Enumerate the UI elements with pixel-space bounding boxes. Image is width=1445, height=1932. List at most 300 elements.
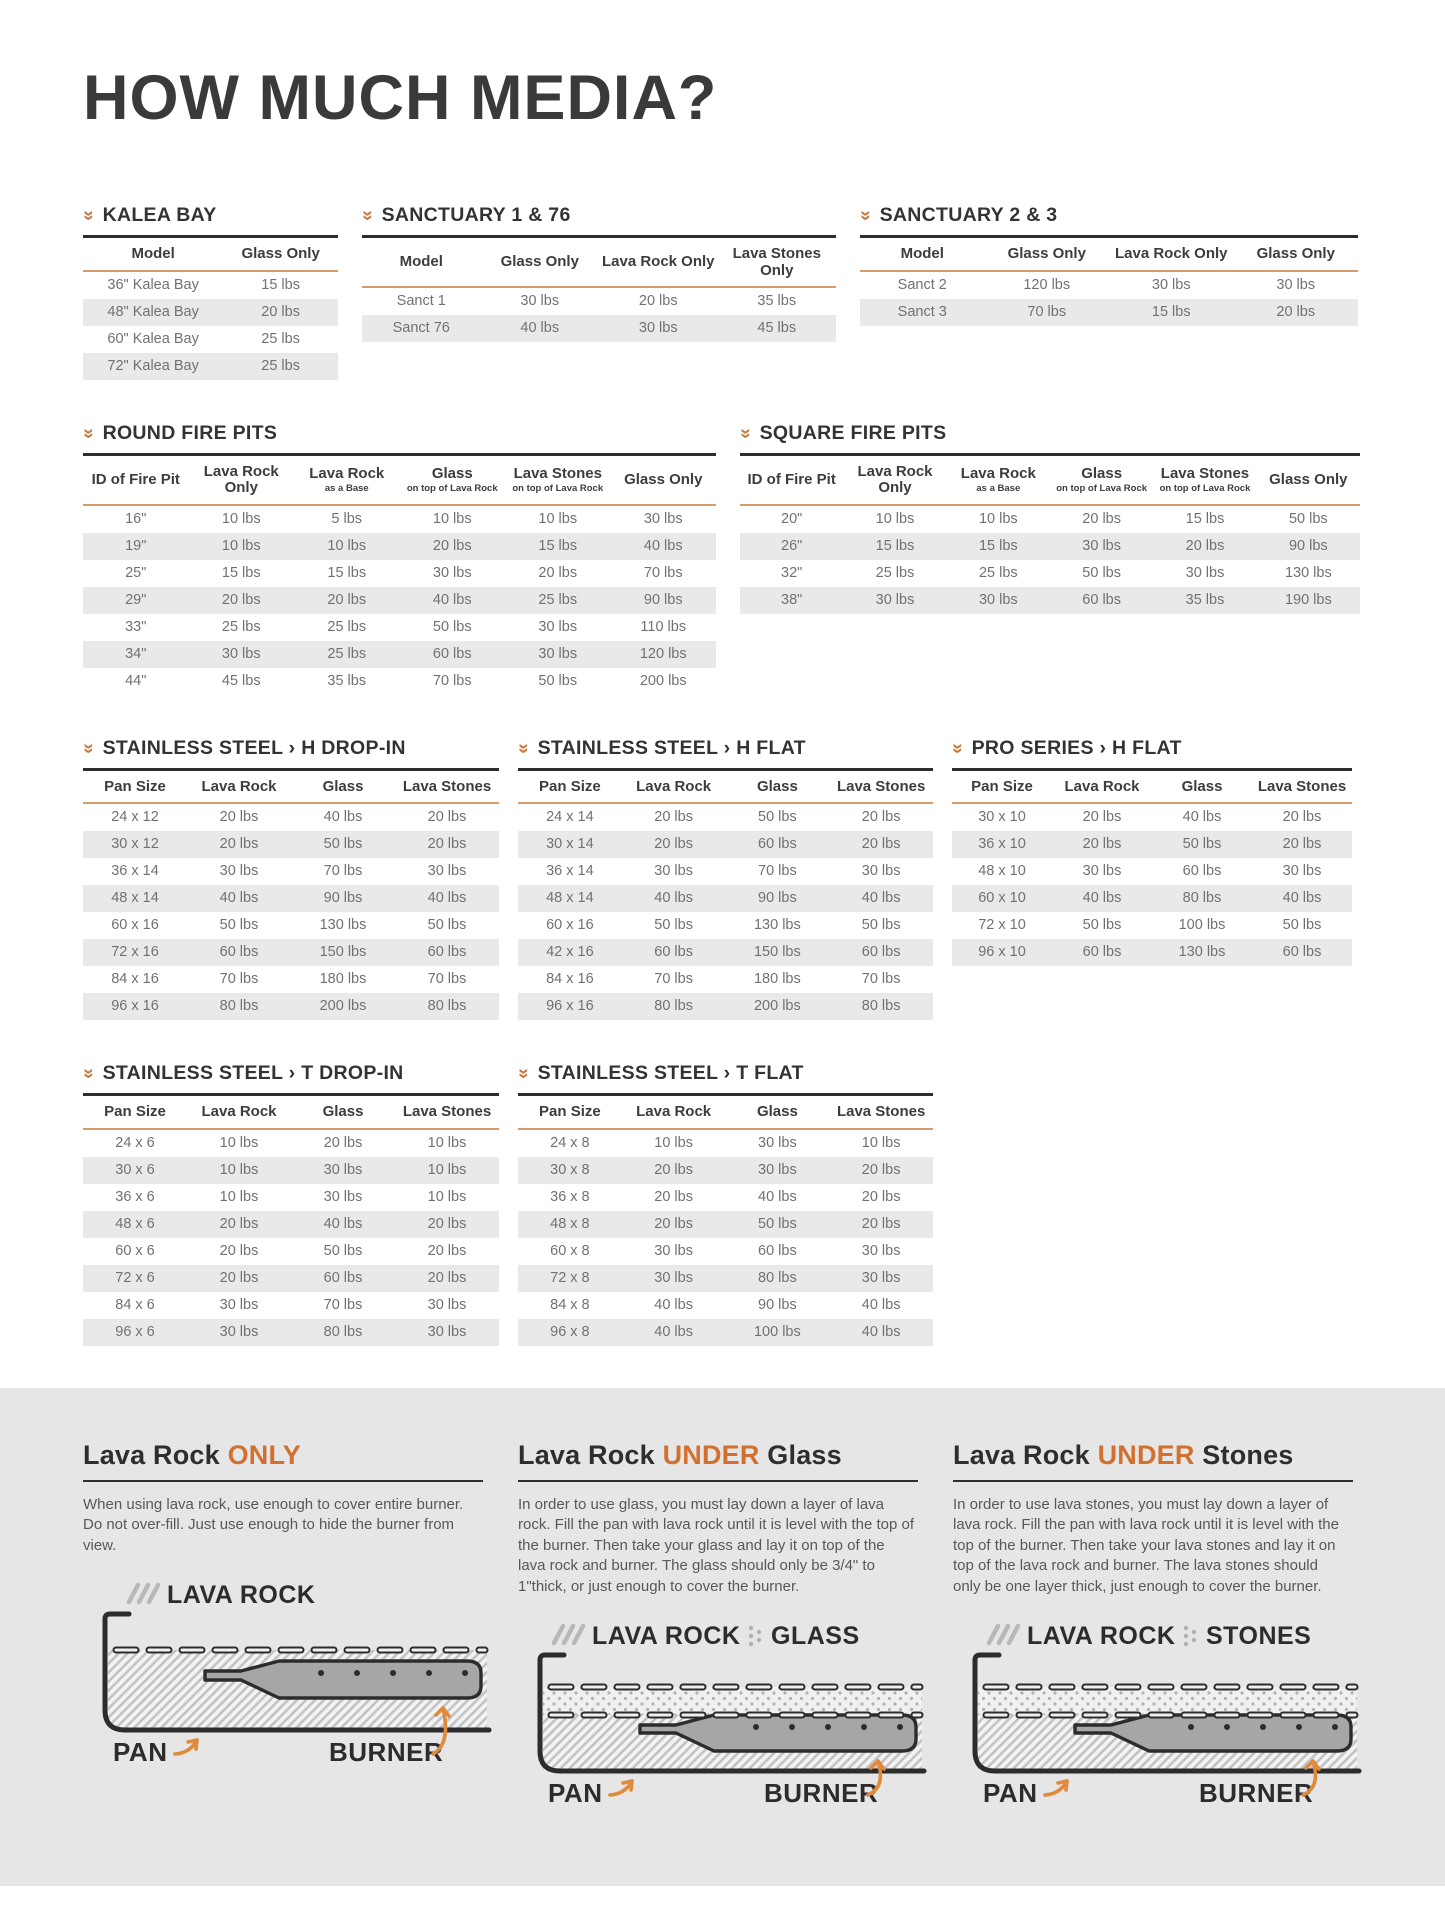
table-cell: 25 lbs	[261, 330, 300, 347]
table-cell: 96 x 8	[550, 1323, 590, 1340]
table-cell: 70 lbs	[654, 971, 693, 987]
double-chevron-icon: »	[77, 1068, 99, 1079]
table-cell: 20 lbs	[638, 293, 678, 309]
table-cell: 180 lbs	[753, 971, 801, 987]
table-cell: 70 lbs	[323, 863, 363, 879]
table-cell: 48 x 8	[550, 1215, 590, 1232]
table-row	[952, 803, 1352, 831]
table-cell: 130 lbs	[753, 917, 801, 933]
pan-arrow	[1045, 1781, 1067, 1795]
t-drop-in-table	[83, 1096, 499, 1346]
table-cell: 70 lbs	[1027, 303, 1067, 320]
table-cell: 20 lbs	[1185, 537, 1225, 554]
table-cell: 50 lbs	[654, 917, 693, 933]
guide-title-prefix: Lava Rock	[953, 1439, 1090, 1470]
column-header: Lava Stones Only	[718, 238, 837, 287]
table-row	[83, 533, 716, 560]
column-header: Lava Rock	[1052, 771, 1152, 804]
table-cell: 25 lbs	[978, 564, 1018, 581]
table-cell: 20 lbs	[654, 1188, 693, 1205]
table-cell: 30 lbs	[643, 510, 683, 527]
lava-rock-under-stones-diagram	[953, 1613, 1363, 1809]
table-cell: 30 lbs	[323, 1188, 363, 1205]
table-cell: 32"	[781, 564, 803, 581]
lava-rock-legend-icon	[129, 1585, 158, 1602]
table-cell: 15 lbs	[261, 276, 300, 293]
table-cell: 70 lbs	[427, 971, 467, 987]
guide-title	[83, 1440, 483, 1482]
table-cell: 30 lbs	[1082, 863, 1122, 879]
table-cell: 25 lbs	[261, 357, 300, 374]
table-cell: 25 lbs	[327, 645, 367, 662]
table-cell: 40 lbs	[758, 1188, 797, 1205]
table-cell: 70 lbs	[758, 863, 797, 879]
table-cell: 60 x 16	[111, 917, 159, 933]
table-cell: 20 lbs	[1276, 303, 1316, 320]
double-chevron-icon: »	[77, 742, 99, 754]
table-cell: 15 lbs	[538, 537, 578, 554]
table-cell: 84 x 16	[111, 971, 159, 987]
table-cell: 35 lbs	[1185, 591, 1225, 608]
table-cell: 50 lbs	[432, 618, 472, 635]
table-row	[518, 1157, 933, 1184]
table-row	[83, 1157, 499, 1184]
lava-rock-under-glass-diagram	[518, 1613, 928, 1809]
table-cell: 20 lbs	[861, 809, 901, 825]
model-tables-row	[77, 204, 1445, 380]
table-cell: 40 lbs	[432, 591, 472, 608]
section-title: STAINLESS STEEL › T FLAT	[537, 1062, 804, 1084]
table-cell: 40 lbs	[861, 1323, 901, 1340]
table-cell: 60 lbs	[1082, 944, 1122, 960]
section-t-flat	[512, 1062, 933, 1346]
table-cell: 130 lbs	[319, 917, 367, 933]
table-cell: 35 lbs	[757, 293, 797, 309]
guide-body: In order to use glass, you must lay down a layer of lava rock. Fill the pan with lava rock until it is level with the top of the burner. Then take your glass and lay it on top of the lava rock and burner. The glass should only be 3/4" to 1"thick, or just enough to cover the burner.	[518, 1495, 915, 1595]
table-row	[362, 315, 836, 342]
table-cell: 72 x 16	[111, 944, 159, 960]
table-row	[518, 831, 933, 858]
table-cell: 10 lbs	[221, 510, 261, 527]
table-cell: 36" Kalea Bay	[107, 276, 199, 293]
pan-label: PAN	[983, 1778, 1038, 1809]
table-cell: 30 lbs	[1151, 276, 1191, 293]
section-title: SANCTUARY 1 & 76	[381, 204, 571, 226]
table-cell: 72 x 6	[115, 1269, 155, 1286]
table-row	[83, 353, 338, 380]
table-cell: 84 x 8	[550, 1296, 590, 1313]
table-cell: 60 lbs	[861, 944, 901, 960]
table-cell: 20 lbs	[427, 1242, 467, 1259]
table-row	[518, 858, 933, 885]
table-cell: 70 lbs	[861, 971, 901, 987]
table-cell: 60 lbs	[219, 944, 259, 960]
table-cell: 30 lbs	[221, 645, 261, 662]
table-cell: 100 lbs	[753, 1323, 801, 1340]
header-row	[860, 238, 1358, 271]
table-cell: 60 lbs	[432, 645, 472, 662]
table-row	[83, 966, 499, 993]
table-cell: 30 lbs	[323, 1161, 363, 1178]
glass-legend-icon	[749, 1626, 761, 1646]
table-cell: 10 lbs	[538, 510, 578, 527]
column-header: Lava Rock	[622, 771, 726, 804]
table-cell: 30 lbs	[758, 1161, 797, 1178]
sanctuary-1-76-table	[362, 238, 836, 342]
column-header: Lava Stones	[1252, 771, 1352, 804]
table-cell: 90 lbs	[643, 591, 683, 608]
table-cell: 200 lbs	[753, 998, 801, 1014]
table-row	[518, 1211, 933, 1238]
table-cell: 15 lbs	[875, 537, 915, 554]
table-cell: 44"	[125, 672, 147, 689]
table-cell: 96 x 6	[115, 1323, 155, 1340]
table-cell: 20 lbs	[219, 1242, 259, 1259]
h-flat-table	[518, 771, 933, 1021]
guide-title	[953, 1440, 1353, 1482]
table-cell: 30 lbs	[875, 591, 915, 608]
table-row	[83, 1265, 499, 1292]
column-header: Lava Rock as a Base	[947, 456, 1050, 505]
table-cell: 10 lbs	[427, 1161, 467, 1178]
column-header: Lava Stones	[395, 771, 499, 804]
h-drop-in-table	[83, 771, 499, 1021]
table-cell: 15 lbs	[1185, 510, 1225, 527]
table-cell: 30 x 6	[115, 1161, 155, 1178]
column-header: Pan Size	[952, 771, 1052, 804]
table-cell: 10 lbs	[654, 1134, 693, 1151]
table-cell: 36 x 8	[550, 1188, 590, 1205]
table-cell: 36 x 10	[978, 836, 1026, 852]
table-cell: 30 x 8	[550, 1161, 590, 1178]
table-cell: 40 lbs	[643, 537, 683, 554]
section-title: STAINLESS STEEL › H DROP-IN	[102, 736, 406, 759]
table-cell: 40 lbs	[520, 320, 560, 336]
table-cell: 60 x 8	[550, 1242, 590, 1259]
double-chevron-icon: »	[77, 210, 99, 221]
round-fire-pits-table	[83, 456, 716, 695]
table-row	[518, 1238, 933, 1265]
column-header: Glass Only	[481, 238, 600, 287]
table-cell: 20 lbs	[427, 1269, 467, 1286]
table-cell: 30 x 12	[111, 836, 159, 852]
table-cell: 90 lbs	[758, 890, 797, 906]
table-cell: 180 lbs	[319, 971, 367, 987]
table-cell: 10 lbs	[427, 1188, 467, 1205]
column-header: Lava Stones	[829, 771, 933, 804]
section-title: SQUARE FIRE PITS	[759, 421, 947, 444]
table-cell: 20 lbs	[219, 809, 259, 825]
table-cell: 20 lbs	[219, 836, 259, 852]
pan-arrow	[610, 1781, 632, 1795]
table-cell: 50 lbs	[323, 1242, 363, 1259]
table-cell: 80 lbs	[427, 998, 467, 1014]
table-cell: 30 x 10	[978, 809, 1026, 825]
table-cell: 80 lbs	[219, 998, 259, 1014]
column-header: Lava Stones	[829, 1096, 933, 1129]
table-cell: 84 x 6	[115, 1296, 155, 1313]
glass-legend-label: GLASS	[771, 1622, 860, 1651]
table-cell: 70 lbs	[219, 971, 259, 987]
table-cell: 42 x 16	[546, 944, 594, 960]
table-row	[740, 587, 1360, 614]
table-cell: 60 x 10	[978, 890, 1026, 906]
table-cell: 30 lbs	[432, 564, 472, 581]
table-row	[83, 885, 499, 912]
section-square-fire-pits	[734, 421, 1360, 614]
burner-label: BURNER	[764, 1778, 879, 1809]
column-header: Glass	[726, 1096, 830, 1129]
column-header: Lava Stones on top of Lava Rock	[1153, 456, 1256, 505]
table-cell: 80 lbs	[758, 1269, 797, 1286]
table-cell: 190 lbs	[1284, 591, 1332, 608]
header-row	[518, 771, 933, 804]
fire-pit-tables-row	[77, 421, 1445, 695]
table-cell: 15 lbs	[221, 564, 261, 581]
lava-rock-legend-icon	[554, 1626, 583, 1643]
header-row	[952, 771, 1352, 804]
column-header: Pan Size	[83, 771, 187, 804]
section-t-drop-in	[77, 1062, 499, 1346]
table-cell: 20 lbs	[1082, 809, 1122, 825]
guide-body: When using lava rock, use enough to cover entire burner. Do not over-fill. Just use enough to hide the burner from view.	[83, 1495, 464, 1554]
column-header: Glass on top of Lava Rock	[400, 456, 506, 505]
table-row	[518, 966, 933, 993]
table-cell: 80 lbs	[1182, 890, 1222, 906]
column-header: Model	[83, 238, 223, 271]
table-row	[83, 1319, 499, 1346]
table-cell: 29"	[125, 591, 147, 608]
table-cell: 100 lbs	[1178, 917, 1226, 933]
table-row	[83, 1238, 499, 1265]
column-header: Pan Size	[518, 771, 622, 804]
table-cell: 60 lbs	[1282, 944, 1322, 960]
table-cell: 20 lbs	[1282, 836, 1322, 852]
table-row	[518, 912, 933, 939]
stones-legend-label: STONES	[1206, 1622, 1312, 1651]
double-chevron-icon: »	[512, 1068, 534, 1079]
table-cell: 10 lbs	[432, 510, 472, 527]
table-row	[860, 299, 1358, 326]
table-cell: 20 lbs	[861, 1215, 901, 1232]
column-header: Lava Rock Only	[599, 238, 718, 287]
table-cell: 120 lbs	[1023, 276, 1071, 293]
table-cell: 60 lbs	[323, 1269, 363, 1286]
table-row	[83, 803, 499, 831]
table-cell: 60 lbs	[758, 836, 797, 852]
table-cell: 80 lbs	[861, 998, 901, 1014]
table-row	[83, 326, 338, 353]
table-cell: 40 lbs	[323, 809, 363, 825]
section-title: ROUND FIRE PITS	[102, 421, 278, 444]
table-cell: 90 lbs	[758, 1296, 797, 1313]
table-cell: 20 lbs	[427, 1215, 467, 1232]
column-header: Pan Size	[518, 1096, 622, 1129]
table-cell: 38"	[781, 591, 803, 608]
table-cell: 30 lbs	[219, 1323, 259, 1340]
table-cell: 30 lbs	[538, 645, 578, 662]
table-cell: 20 lbs	[221, 591, 261, 608]
table-cell: 50 lbs	[758, 809, 797, 825]
lava-rock-only-diagram	[83, 1572, 493, 1768]
table-cell: 20 lbs	[861, 1188, 901, 1205]
header-row	[518, 1096, 933, 1129]
table-cell: 90 lbs	[1288, 537, 1328, 554]
table-cell: 40 lbs	[1182, 809, 1222, 825]
table-cell: 84 x 16	[546, 971, 594, 987]
table-row	[952, 831, 1352, 858]
table-cell: 40 lbs	[1082, 890, 1122, 906]
table-cell: 30 lbs	[219, 1296, 259, 1313]
table-cell: 24 x 6	[115, 1134, 155, 1151]
table-row	[83, 505, 716, 533]
table-row	[952, 858, 1352, 885]
pan-label: PAN	[113, 1737, 168, 1768]
column-header: Pan Size	[83, 1096, 187, 1129]
double-chevron-icon: »	[854, 210, 876, 221]
table-cell: 10 lbs	[219, 1134, 259, 1151]
table-cell: 20 lbs	[261, 303, 300, 320]
guide-card-lava-rock-under-stones	[953, 1440, 1353, 1886]
table-cell: 60 x 6	[115, 1242, 155, 1259]
table-row	[740, 533, 1360, 560]
burner-label: BURNER	[1199, 1778, 1314, 1809]
table-cell: 150 lbs	[753, 944, 801, 960]
section-pro-series-h-flat	[946, 736, 1352, 967]
table-cell: 200 lbs	[639, 672, 687, 689]
sanctuary-2-3-table	[860, 238, 1358, 326]
table-cell: 45 lbs	[757, 320, 797, 336]
table-cell: Sanct 2	[897, 276, 947, 293]
table-row	[83, 1292, 499, 1319]
table-cell: 25 lbs	[221, 618, 261, 635]
table-cell: 30 lbs	[1282, 863, 1322, 879]
table-cell: 90 lbs	[323, 890, 363, 906]
table-cell: 20 lbs	[219, 1269, 259, 1286]
table-cell: 80 lbs	[323, 1323, 363, 1340]
table-cell: 30 lbs	[861, 1269, 901, 1286]
table-row	[83, 858, 499, 885]
table-row	[83, 271, 338, 299]
table-row	[83, 1129, 499, 1157]
h-pan-tables-row	[77, 736, 1445, 1021]
table-cell: 50 lbs	[861, 917, 901, 933]
guide-title-highlight: UNDER	[1097, 1439, 1195, 1470]
table-cell: 25 lbs	[538, 591, 578, 608]
table-cell: 36 x 14	[111, 863, 159, 879]
table-cell: 50 lbs	[323, 836, 363, 852]
table-cell: 10 lbs	[219, 1188, 259, 1205]
table-cell: 72" Kalea Bay	[107, 357, 199, 374]
column-header: Lava Rock Only	[843, 456, 946, 505]
table-cell: 96 x 16	[111, 998, 159, 1014]
header-row	[83, 771, 499, 804]
table-row	[83, 1184, 499, 1211]
table-cell: 60 lbs	[758, 1242, 797, 1259]
table-cell: 30 lbs	[1185, 564, 1225, 581]
table-cell: 40 lbs	[654, 1296, 693, 1313]
table-cell: 50 lbs	[1082, 564, 1121, 581]
guide-title-prefix: Lava Rock	[83, 1439, 220, 1470]
table-cell: 130 lbs	[1178, 944, 1226, 960]
column-header: Glass Only	[223, 238, 338, 271]
table-cell: 20"	[781, 510, 803, 527]
column-header: Lava Rock Only	[189, 456, 295, 505]
table-cell: 50 lbs	[1288, 510, 1328, 527]
table-cell: 30 x 14	[546, 836, 594, 852]
table-cell: 20 lbs	[432, 537, 472, 554]
table-cell: 48 x 6	[115, 1215, 155, 1232]
column-header: Glass on top of Lava Rock	[1050, 456, 1153, 505]
table-cell: 40 lbs	[654, 890, 693, 906]
table-cell: 60 x 16	[546, 917, 594, 933]
table-cell: 80 lbs	[654, 998, 693, 1014]
section-title: KALEA BAY	[102, 204, 217, 226]
lava-rock-legend-icon	[989, 1626, 1018, 1643]
table-row	[83, 939, 499, 966]
table-cell: 20 lbs	[1082, 510, 1121, 527]
table-cell: 50 lbs	[538, 672, 578, 689]
table-cell: 30 lbs	[427, 863, 467, 879]
table-row	[518, 1265, 933, 1292]
table-cell: 25 lbs	[327, 618, 367, 635]
section-sanctuary-2-3	[854, 204, 1358, 326]
table-cell: 20 lbs	[861, 1161, 901, 1178]
guide-title-suffix: Glass	[767, 1439, 842, 1470]
table-cell: 40 lbs	[861, 890, 901, 906]
table-cell: 10 lbs	[861, 1134, 901, 1151]
column-header: Lava Rock as a Base	[294, 456, 400, 505]
table-row	[740, 560, 1360, 587]
section-title: PRO SERIES › H FLAT	[971, 736, 1182, 759]
table-row	[952, 885, 1352, 912]
table-cell: 72 x 8	[550, 1269, 590, 1286]
pan-arrow	[175, 1740, 197, 1754]
table-cell: 30 lbs	[861, 1242, 901, 1259]
table-row	[518, 1292, 933, 1319]
table-row	[860, 271, 1358, 299]
table-cell: 5 lbs	[331, 510, 363, 527]
table-cell: 120 lbs	[639, 645, 687, 662]
table-cell: 40 lbs	[427, 890, 467, 906]
table-row	[518, 803, 933, 831]
table-cell: 50 lbs	[1182, 836, 1222, 852]
table-cell: 34"	[125, 645, 147, 662]
table-cell: 10 lbs	[221, 537, 261, 554]
table-row	[83, 993, 499, 1020]
table-row	[83, 668, 716, 695]
table-cell: 70 lbs	[643, 564, 683, 581]
guide-title-highlight: ONLY	[227, 1439, 301, 1470]
table-cell: 30 lbs	[427, 1296, 467, 1313]
table-cell: Sanct 1	[396, 293, 446, 309]
double-chevron-icon: »	[512, 742, 534, 754]
header-row	[362, 238, 836, 287]
column-header: Model	[860, 238, 985, 271]
table-cell: 20 lbs	[1282, 809, 1322, 825]
table-row	[83, 1211, 499, 1238]
table-cell: 30 lbs	[538, 618, 578, 635]
guide-title-highlight: UNDER	[662, 1439, 760, 1470]
kalea-bay-table	[83, 238, 338, 380]
table-cell: 48 x 14	[546, 890, 594, 906]
table-cell: 110 lbs	[640, 618, 687, 635]
table-cell: 24 x 8	[550, 1134, 590, 1151]
table-row	[362, 287, 836, 315]
lava-rock-legend-label: LAVA ROCK	[1027, 1622, 1176, 1651]
column-header: Glass Only	[1257, 456, 1360, 505]
section-h-flat	[512, 736, 933, 1021]
